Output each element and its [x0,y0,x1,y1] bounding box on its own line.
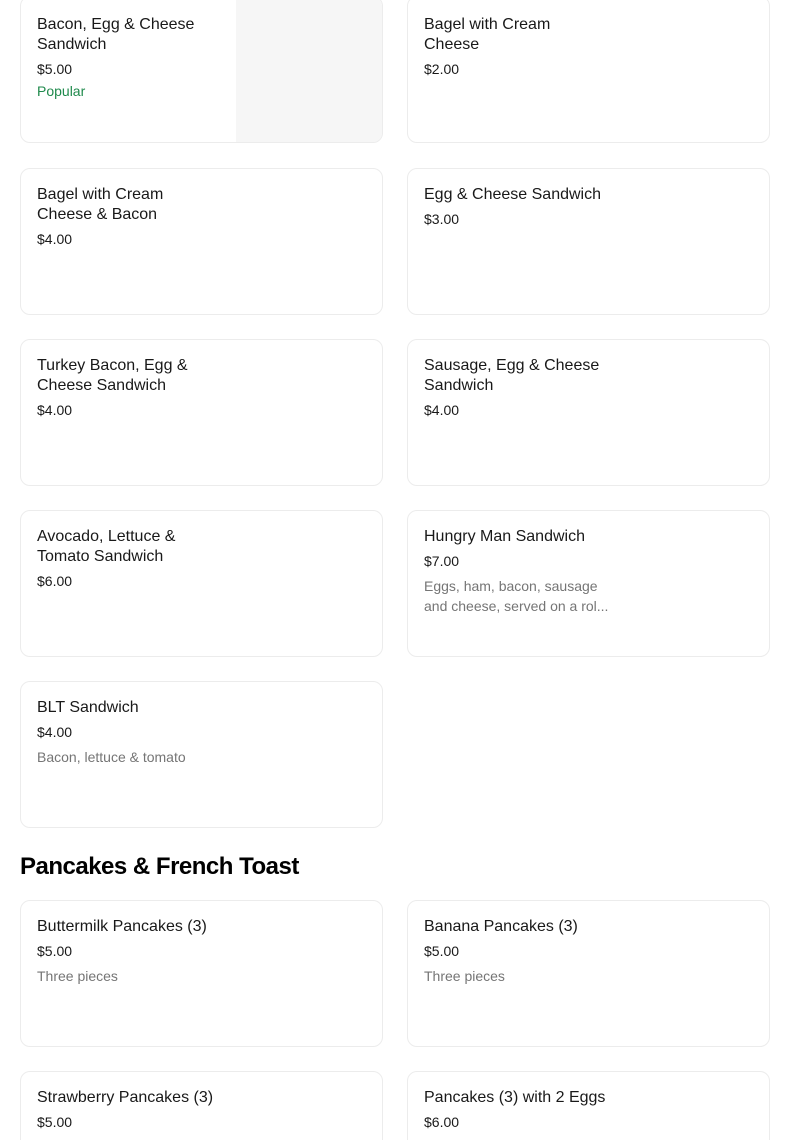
menu-item-card[interactable] [20,510,383,657]
item-price: $5.00 [424,943,460,959]
item-price: $4.00 [424,402,460,418]
menu-item-card[interactable] [407,900,770,1047]
item-name: Turkey Bacon, Egg & Cheese Sandwich [37,357,188,394]
item-thumbnail [236,0,382,143]
item-description: Eggs, ham, bacon, sausage and cheese, served on a rol... [424,578,609,614]
item-price: $3.00 [424,211,460,227]
popular-badge: Popular [37,83,86,99]
item-price: $4.00 [37,231,73,247]
item-name: Sausage, Egg & Cheese Sandwich [424,357,600,394]
item-price: $4.00 [37,402,73,418]
item-name: Bacon, Egg & Cheese Sandwich [37,16,195,53]
menu-item-card[interactable] [20,168,383,315]
item-price: $4.00 [37,724,73,740]
item-description: Three pieces [37,968,118,984]
item-description: Three pieces [424,968,505,984]
item-name: BLT Sandwich [37,699,139,716]
item-price: $5.00 [37,61,73,77]
menu-item-card[interactable] [20,681,383,828]
item-name: Avocado, Lettuce & Tomato Sandwich [37,528,176,565]
menu-item-card[interactable] [20,1071,383,1140]
menu-item-card[interactable] [20,339,383,486]
menu-item-card[interactable] [407,1071,770,1140]
section-title: Pancakes & French Toast [20,853,299,880]
item-name: Banana Pancakes (3) [424,918,578,935]
item-name: Egg & Cheese Sandwich [424,186,601,203]
menu-item-card[interactable] [407,339,770,486]
item-name: Bagel with Cream Cheese & Bacon [37,186,164,223]
item-price: $6.00 [424,1114,460,1130]
item-name: Buttermilk Pancakes (3) [37,918,207,935]
item-price: $7.00 [424,553,460,569]
item-name: Strawberry Pancakes (3) [37,1089,214,1106]
item-price: $6.00 [37,573,73,589]
item-name: Pancakes (3) with 2 Eggs [424,1089,606,1106]
item-price: $5.00 [37,943,73,959]
item-price: $5.00 [37,1114,73,1130]
menu-item-card[interactable] [407,0,770,143]
item-name: Hungry Man Sandwich [424,528,585,545]
menu-item-card[interactable] [20,0,383,143]
menu-item-card[interactable] [407,168,770,315]
item-price: $2.00 [424,61,460,77]
item-description: Bacon, lettuce & tomato [37,749,186,765]
item-name: Bagel with Cream Cheese [424,16,551,53]
menu-item-card[interactable] [20,900,383,1047]
menu-item-card[interactable] [407,510,770,657]
